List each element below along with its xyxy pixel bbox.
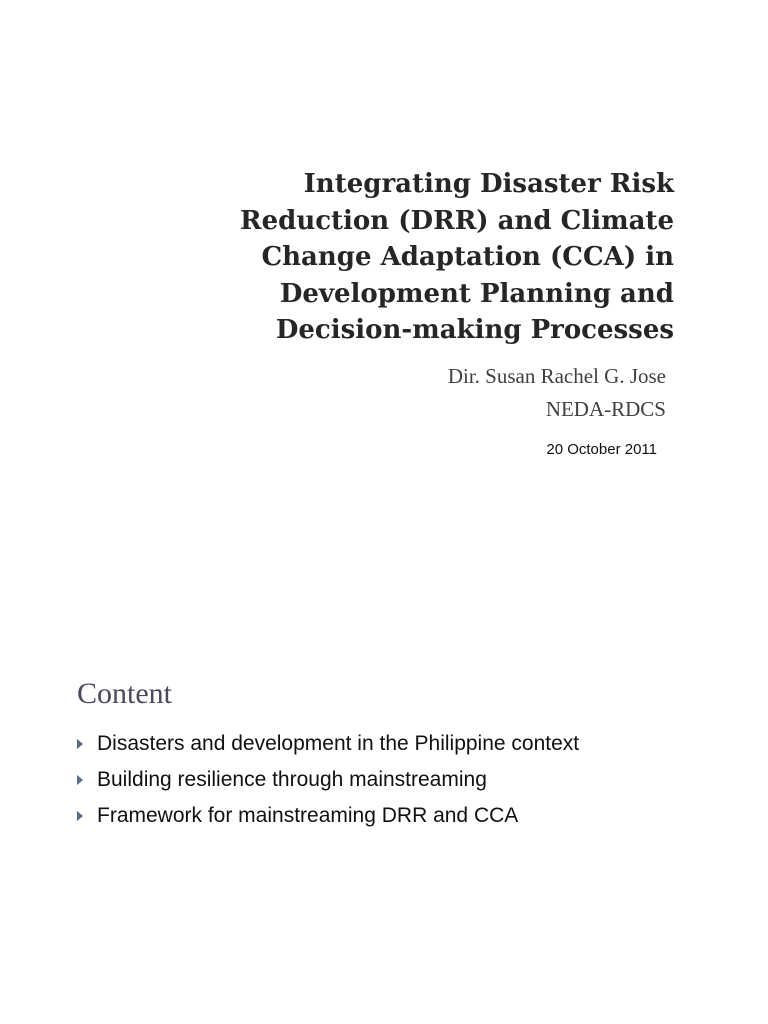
list-item-text: Framework for mainstreaming DRR and CCA	[97, 804, 519, 827]
presenter-block	[448, 360, 666, 426]
list-item-text: Disasters and development in the Philippine context	[97, 732, 580, 755]
list-item	[77, 726, 579, 762]
triangle-bullet-icon	[77, 739, 83, 749]
title-line: Decision-making Processes	[275, 315, 674, 345]
slide-date: 20 October 2011	[546, 441, 657, 458]
slide-title	[150, 166, 674, 349]
title-line: Development Planning and	[279, 278, 674, 309]
list-item	[77, 762, 579, 798]
title-line: Integrating Disaster Risk	[303, 169, 674, 199]
content-list	[77, 726, 579, 834]
presenter-organization: NEDA-RDCS	[545, 397, 666, 421]
list-item-text: Building resilience through mainstreaming	[97, 768, 487, 791]
triangle-bullet-icon	[77, 811, 83, 821]
list-item	[77, 798, 579, 834]
title-line: Reduction (DRR) and Climate	[239, 205, 674, 236]
triangle-bullet-icon	[77, 775, 83, 785]
presenter-name: Dir. Susan Rachel G. Jose	[447, 364, 666, 388]
title-line: Change Adaptation (CCA) in	[261, 242, 674, 272]
content-heading: Content	[77, 677, 172, 710]
